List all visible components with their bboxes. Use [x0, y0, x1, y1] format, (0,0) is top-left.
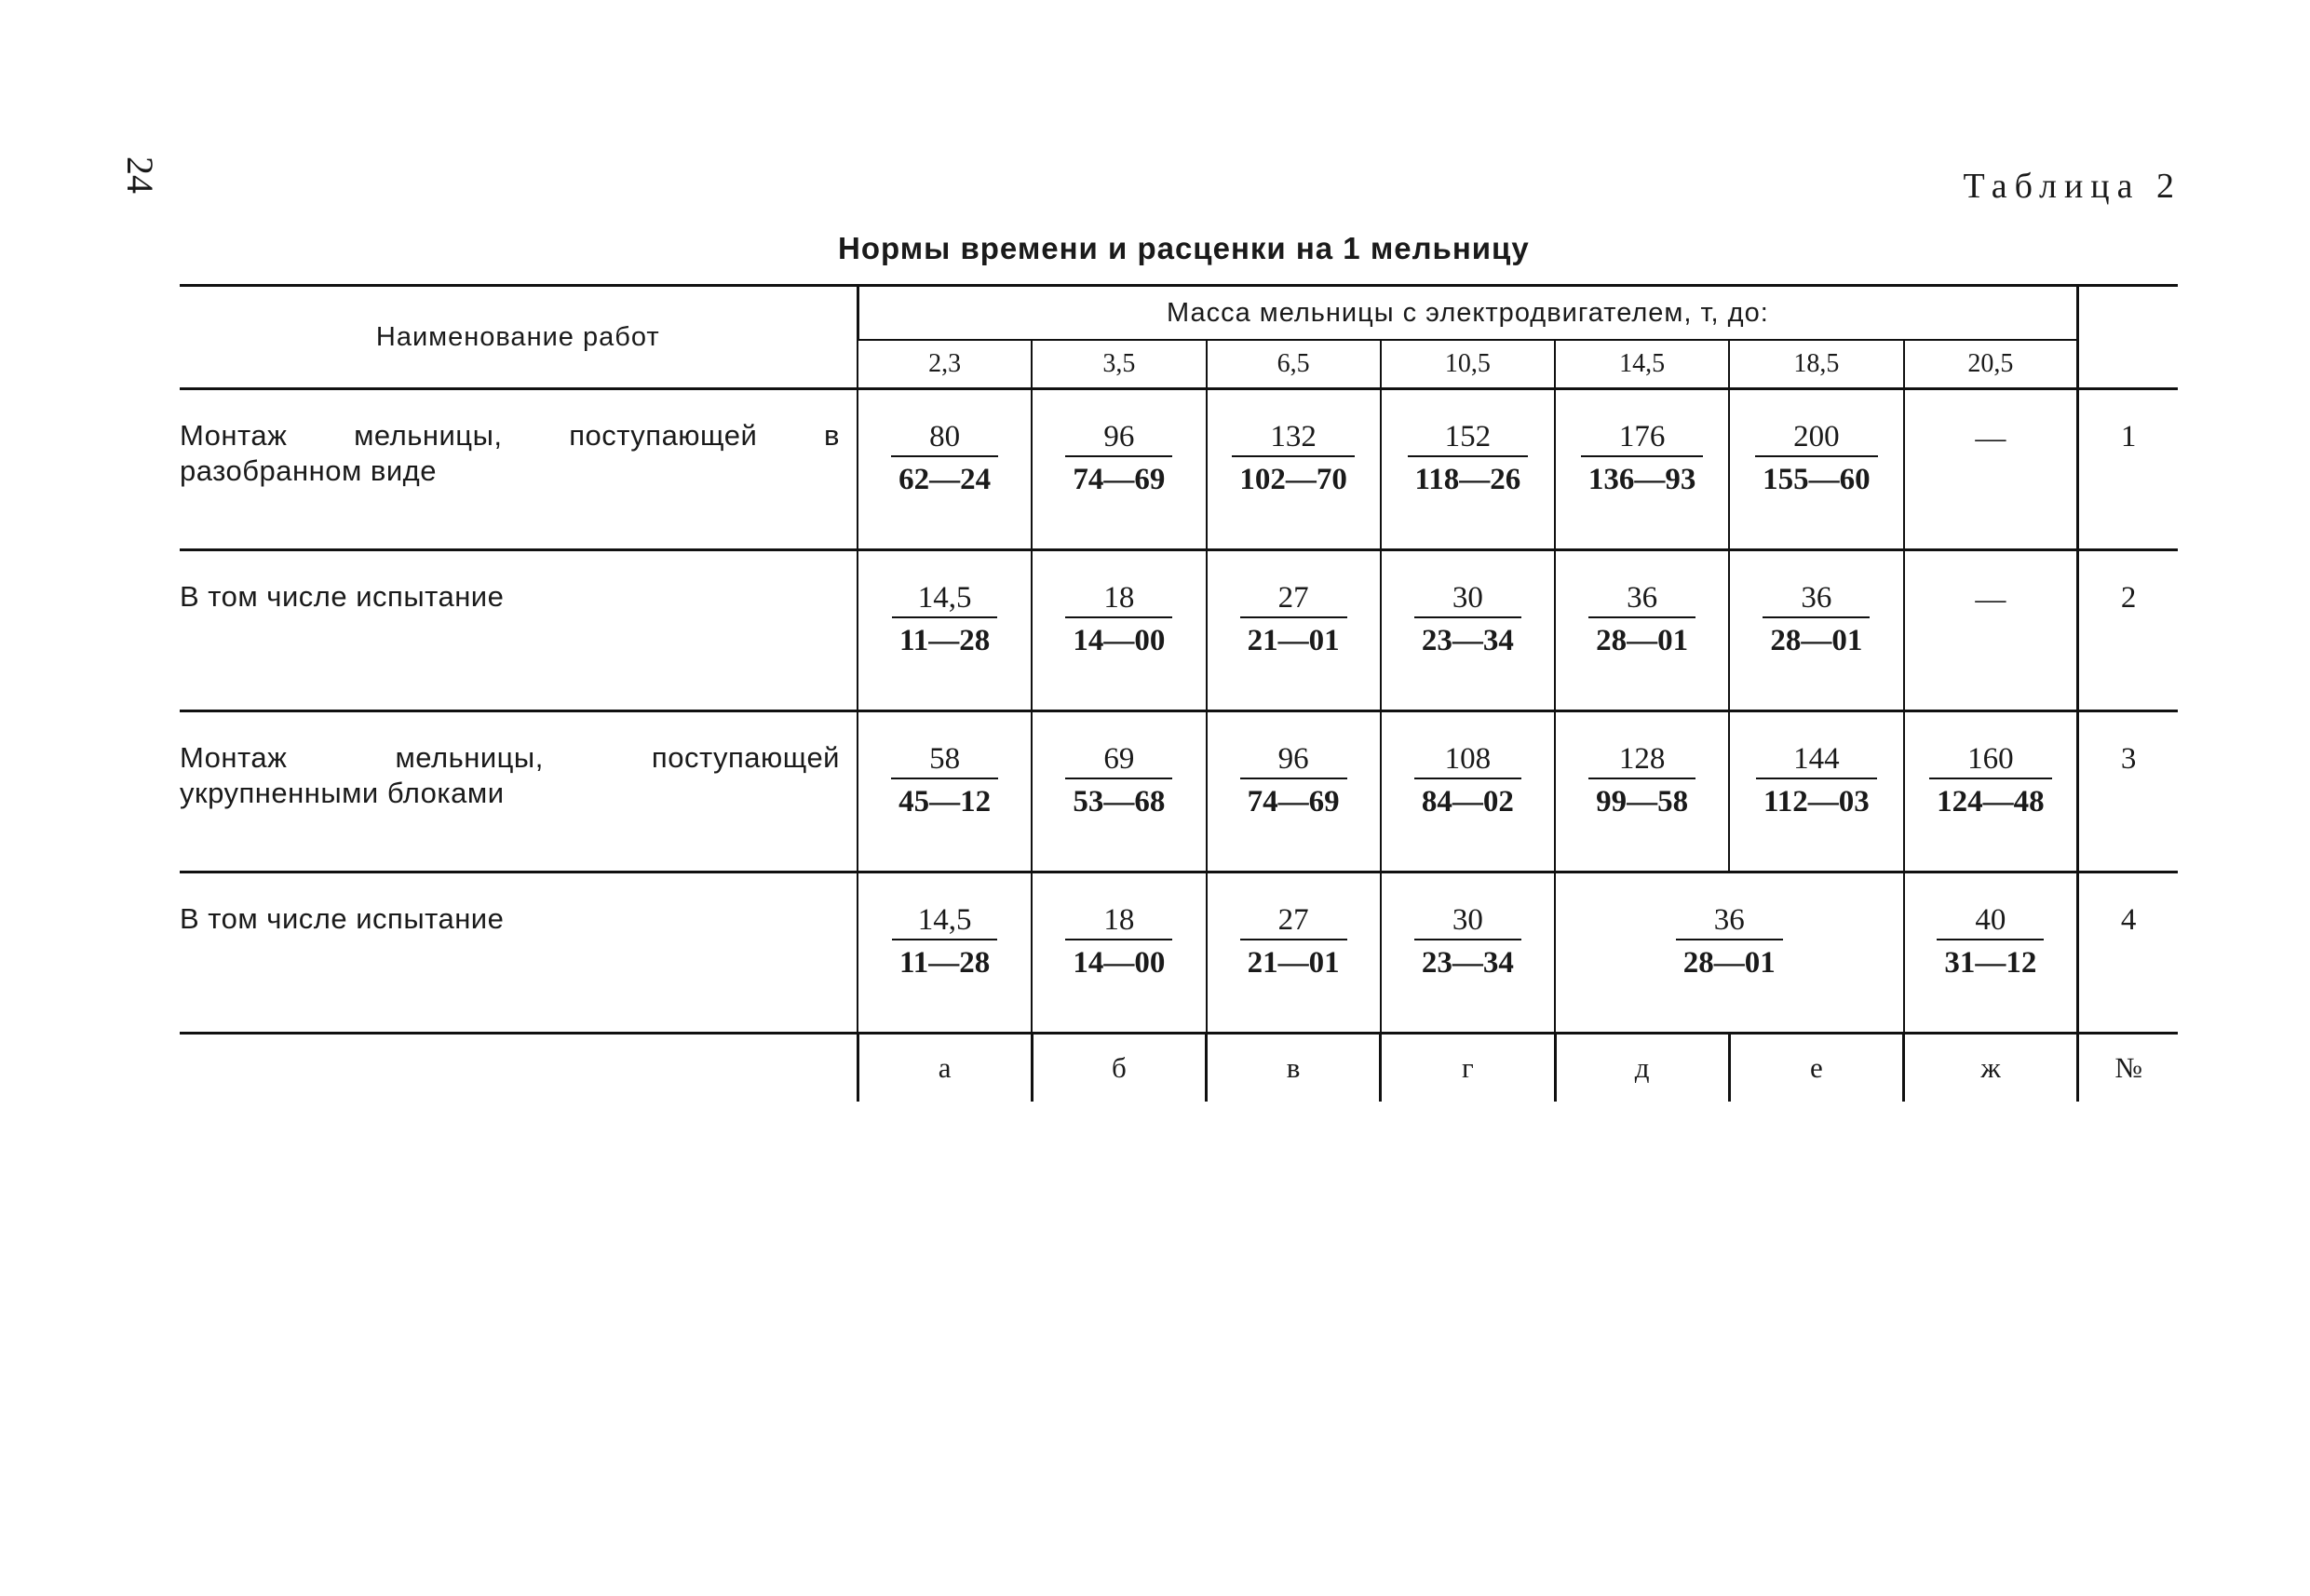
fraction	[1414, 579, 1521, 659]
norm-cell	[1381, 872, 1555, 1034]
column-letters-row	[180, 1034, 2178, 1102]
table-title: Нормы времени и расценки на 1 мельницу	[838, 231, 1530, 265]
norm-cell	[1904, 550, 2078, 711]
time-norm: 200	[1755, 418, 1878, 457]
rate: 14—00	[1073, 946, 1166, 980]
table-row	[180, 389, 2178, 550]
row-number	[2078, 550, 2178, 711]
norm-cell	[1904, 872, 2078, 1034]
time-norm: 96	[1240, 740, 1347, 779]
empty-dash: —	[1975, 583, 2006, 616]
norm-cell	[1729, 711, 1903, 872]
table-label: Таблица 2	[1963, 167, 2182, 206]
work-name: В том числе испытание	[180, 550, 858, 711]
fraction	[892, 901, 997, 981]
fraction	[1240, 579, 1347, 659]
time-norm: 36	[1588, 579, 1695, 618]
norm-cell	[858, 389, 1032, 550]
rate: 74—69	[1247, 785, 1340, 818]
time-norm: 58	[891, 740, 998, 779]
rate: 84—02	[1421, 785, 1514, 818]
time-norm: 30	[1414, 901, 1521, 940]
norm-cell	[1207, 872, 1381, 1034]
fraction	[1676, 901, 1783, 981]
fraction	[1065, 740, 1172, 820]
norm-cell	[1207, 389, 1381, 550]
fraction	[891, 740, 998, 820]
time-norm: 128	[1588, 740, 1695, 779]
rate: 28—01	[1596, 624, 1689, 657]
letters-row-blank	[180, 1034, 858, 1102]
header-mass-value: 14,5	[1555, 340, 1729, 389]
rate: 124—48	[1937, 785, 2045, 818]
empty-dash: —	[1975, 422, 2006, 455]
column-letter: д	[1555, 1034, 1729, 1102]
rate: 118—26	[1414, 463, 1521, 496]
norm-cell	[1032, 872, 1206, 1034]
column-letter: ж	[1904, 1034, 2078, 1102]
table-row	[180, 711, 2178, 872]
norm-cell	[1555, 711, 1729, 872]
rate: 11—28	[899, 624, 991, 657]
column-letter: в	[1207, 1034, 1381, 1102]
fraction	[1756, 740, 1877, 820]
header-number-column	[2078, 286, 2178, 389]
time-norm: 14,5	[892, 579, 997, 618]
rate: 155—60	[1763, 463, 1871, 496]
rate: 74—69	[1073, 463, 1166, 496]
row-number-value: 4	[2120, 903, 2137, 937]
norm-cell-merged	[1555, 872, 1904, 1034]
rate: 28—01	[1770, 624, 1863, 657]
time-norm: 36	[1763, 579, 1870, 618]
norm-cell	[1555, 550, 1729, 711]
rate: 102—70	[1239, 463, 1347, 496]
time-norm: 108	[1414, 740, 1521, 779]
row-number-value: 1	[2120, 420, 2137, 453]
norm-cell	[1381, 550, 1555, 711]
fraction	[1937, 901, 2044, 981]
fraction	[1065, 418, 1172, 498]
header-mass-value: 6,5	[1207, 340, 1381, 389]
norm-cell	[1032, 550, 1206, 711]
row-number-value: 3	[2120, 742, 2137, 776]
time-norm: 160	[1929, 740, 2052, 779]
table-body	[180, 389, 2178, 1102]
work-name: Монтаж мельницы, поступающей укрупненными блоками	[180, 711, 858, 872]
time-norm: 14,5	[892, 901, 997, 940]
norm-cell	[1381, 711, 1555, 872]
rate: 112—03	[1763, 785, 1870, 818]
time-norm: 27	[1240, 579, 1347, 618]
work-name: В том числе испытание	[180, 872, 858, 1034]
norm-cell	[1555, 389, 1729, 550]
norms-table	[180, 284, 2178, 1102]
column-letter: г	[1381, 1034, 1555, 1102]
table-row	[180, 550, 2178, 711]
fraction	[1414, 901, 1521, 981]
time-norm: 96	[1065, 418, 1172, 457]
header-mass-value: 20,5	[1904, 340, 2078, 389]
header-mass-value: 18,5	[1729, 340, 1903, 389]
rate: 21—01	[1247, 624, 1340, 657]
time-norm: 18	[1065, 579, 1172, 618]
fraction	[1065, 901, 1172, 981]
row-number	[2078, 389, 2178, 550]
time-norm: 40	[1937, 901, 2044, 940]
time-norm: 69	[1065, 740, 1172, 779]
fraction	[1755, 418, 1878, 498]
header-mass-value: 2,3	[858, 340, 1032, 389]
fraction	[1408, 418, 1529, 498]
norm-cell	[858, 550, 1032, 711]
fraction	[1588, 579, 1695, 659]
norm-cell	[1904, 389, 2078, 550]
header-mass-caption: Масса мельницы с электродвигателем, т, до:	[858, 286, 2078, 341]
fraction	[1414, 740, 1521, 820]
number-symbol: №	[2078, 1034, 2178, 1102]
row-number	[2078, 872, 2178, 1034]
page-number: 24	[119, 156, 161, 194]
column-letter: а	[858, 1034, 1032, 1102]
fraction	[1232, 418, 1355, 498]
table-row	[180, 872, 2178, 1034]
fraction	[1588, 740, 1695, 820]
row-number-value: 2	[2120, 581, 2137, 615]
rate: 11—28	[899, 946, 991, 980]
rate: 136—93	[1587, 463, 1696, 496]
column-letter: е	[1729, 1034, 1903, 1102]
rate: 99—58	[1596, 785, 1689, 818]
time-norm: 144	[1756, 740, 1877, 779]
norm-cell	[1032, 711, 1206, 872]
time-norm: 36	[1676, 901, 1783, 940]
rate: 53—68	[1073, 785, 1166, 818]
time-norm: 132	[1232, 418, 1355, 457]
fraction	[891, 418, 998, 498]
norm-cell	[1381, 389, 1555, 550]
header-mass-value: 10,5	[1381, 340, 1555, 389]
time-norm: 80	[891, 418, 998, 457]
time-norm: 176	[1581, 418, 1704, 457]
rate: 23—34	[1421, 946, 1514, 980]
norm-cell	[1904, 711, 2078, 872]
rate: 28—01	[1682, 946, 1776, 980]
time-norm: 18	[1065, 901, 1172, 940]
header-name-column: Наименование работ	[180, 286, 858, 389]
norm-cell	[858, 711, 1032, 872]
row-number	[2078, 711, 2178, 872]
norm-cell	[1729, 389, 1903, 550]
norm-cell	[1729, 550, 1903, 711]
rate: 31—12	[1944, 946, 2037, 980]
fraction	[1581, 418, 1704, 498]
fraction	[1240, 740, 1347, 820]
norm-cell	[1207, 550, 1381, 711]
norm-cell	[1032, 389, 1206, 550]
rate: 14—00	[1073, 624, 1166, 657]
fraction	[1763, 579, 1870, 659]
work-name: Монтаж мельницы, поступающей в разобранном виде	[180, 389, 858, 550]
fraction	[1929, 740, 2052, 820]
rate: 23—34	[1421, 624, 1514, 657]
rate: 62—24	[898, 463, 992, 496]
time-norm: 27	[1240, 901, 1347, 940]
fraction	[1240, 901, 1347, 981]
fraction	[892, 579, 997, 659]
fraction	[1065, 579, 1172, 659]
rate: 45—12	[898, 785, 992, 818]
norm-cell	[1207, 711, 1381, 872]
time-norm: 152	[1408, 418, 1529, 457]
time-norm: 30	[1414, 579, 1521, 618]
rate: 21—01	[1247, 946, 1340, 980]
header-mass-value: 3,5	[1032, 340, 1206, 389]
column-letter: б	[1032, 1034, 1206, 1102]
norm-cell	[858, 872, 1032, 1034]
